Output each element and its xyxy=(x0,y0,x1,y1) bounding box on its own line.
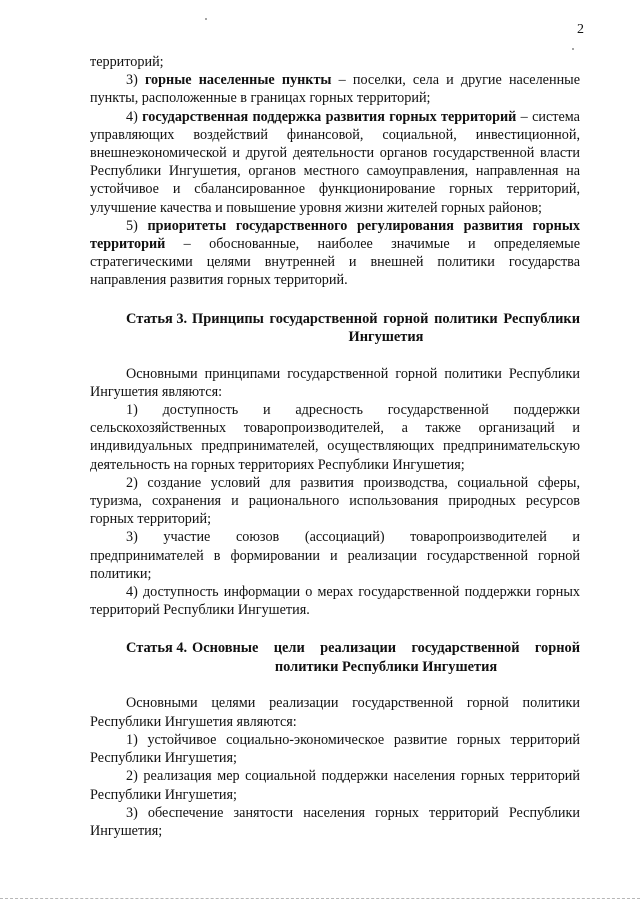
paragraph xyxy=(90,583,580,619)
article-heading xyxy=(90,310,580,347)
article-title: Принципы государственной горной политики Республики Ингушетия xyxy=(192,310,580,346)
text-run: – поселки, села и другие населенные пункты, расположенные в границах горных территорий; xyxy=(90,72,580,107)
text-run: 2) создание условий для развития производства, социальной сферы, туризма, сохранения и рационального использования природных ресурсов горных территорий; xyxy=(90,474,580,528)
paragraph xyxy=(90,528,580,583)
text-run: 2) реализация мер социальной поддержки населения горных территорий Республики Ингушетия; xyxy=(90,768,580,803)
text-run: 4) доступность информации о мерах государственной поддержки горных территорий Республики Ингушетия. xyxy=(90,584,580,619)
paragraph xyxy=(90,804,580,840)
article-title: Основные цели реализации государственной горной политики Республики Ингушетия xyxy=(192,640,580,675)
term-bold: приоритеты государственного регулирования развития горных территорий xyxy=(90,217,580,253)
paragraph xyxy=(90,767,580,803)
text-run: 5) xyxy=(126,217,148,234)
article-number: Статья 4. xyxy=(126,640,188,657)
paragraph xyxy=(90,401,580,474)
article-heading xyxy=(90,639,580,676)
text-run: – обоснованные, наиболее значимые и определяемые стратегическими целями внутренней и внешней политики государства направления развития горных территорий. xyxy=(90,236,580,289)
paragraph xyxy=(90,731,580,767)
paragraph xyxy=(90,217,580,290)
text-run: Основными целями реализации государственной горной политики Республики Ингушетия являются: xyxy=(90,695,580,730)
paragraph xyxy=(90,694,580,730)
paragraph xyxy=(90,474,580,529)
text-run: территорий; xyxy=(90,54,164,70)
text-run: 4) xyxy=(126,108,143,125)
paragraph xyxy=(90,365,580,401)
article-number: Статья 3. xyxy=(126,310,188,327)
text-run: 1) доступность и адресность государственной поддержки сельскохозяйственных товаропроизводителей, а также организаций и индивидуальных предпринимателей, осуществляющих предпринимательскую деятельность на горных территориях Республики Ингушетия; xyxy=(90,402,580,473)
scan-speck xyxy=(572,48,574,50)
text-run: 3) участие союзов (ассоциаций) товаропроизводителей и предпринимателей в формировании и реализации государственной горной политики; xyxy=(90,529,580,582)
paragraph xyxy=(90,71,580,107)
text-run: 3) xyxy=(126,72,145,89)
scan-edge-line xyxy=(0,898,640,899)
text-run: 1) устойчивое социально-экономическое развитие горных территорий Республики Ингушетия; xyxy=(90,731,580,767)
document-body xyxy=(90,53,580,840)
scan-speck xyxy=(205,18,207,20)
page-number: 2 xyxy=(577,22,584,37)
text-run: 3) обеспечение занятости населения горных территорий Республики Ингушетия; xyxy=(90,804,580,839)
text-run: Основными принципами государственной горной политики Республики Ингушетия являются: xyxy=(90,365,580,400)
term-bold: государственная поддержка развития горных территорий xyxy=(142,108,517,125)
paragraph xyxy=(90,53,580,71)
text-run: – система управляющих воздействий финансовой, социальной, инвестиционной, внешнеэкономической и другой деятельности органов государственной власти Республики Ингушетия, органов местного самоуправления, направленная на устойчивое и сбалансированное функционирование горных территорий, улучшение качества и повышение уровня жизни жителей горных районов; xyxy=(90,108,580,216)
term-bold: горные населенные пункты xyxy=(144,72,332,89)
paragraph xyxy=(90,108,580,217)
